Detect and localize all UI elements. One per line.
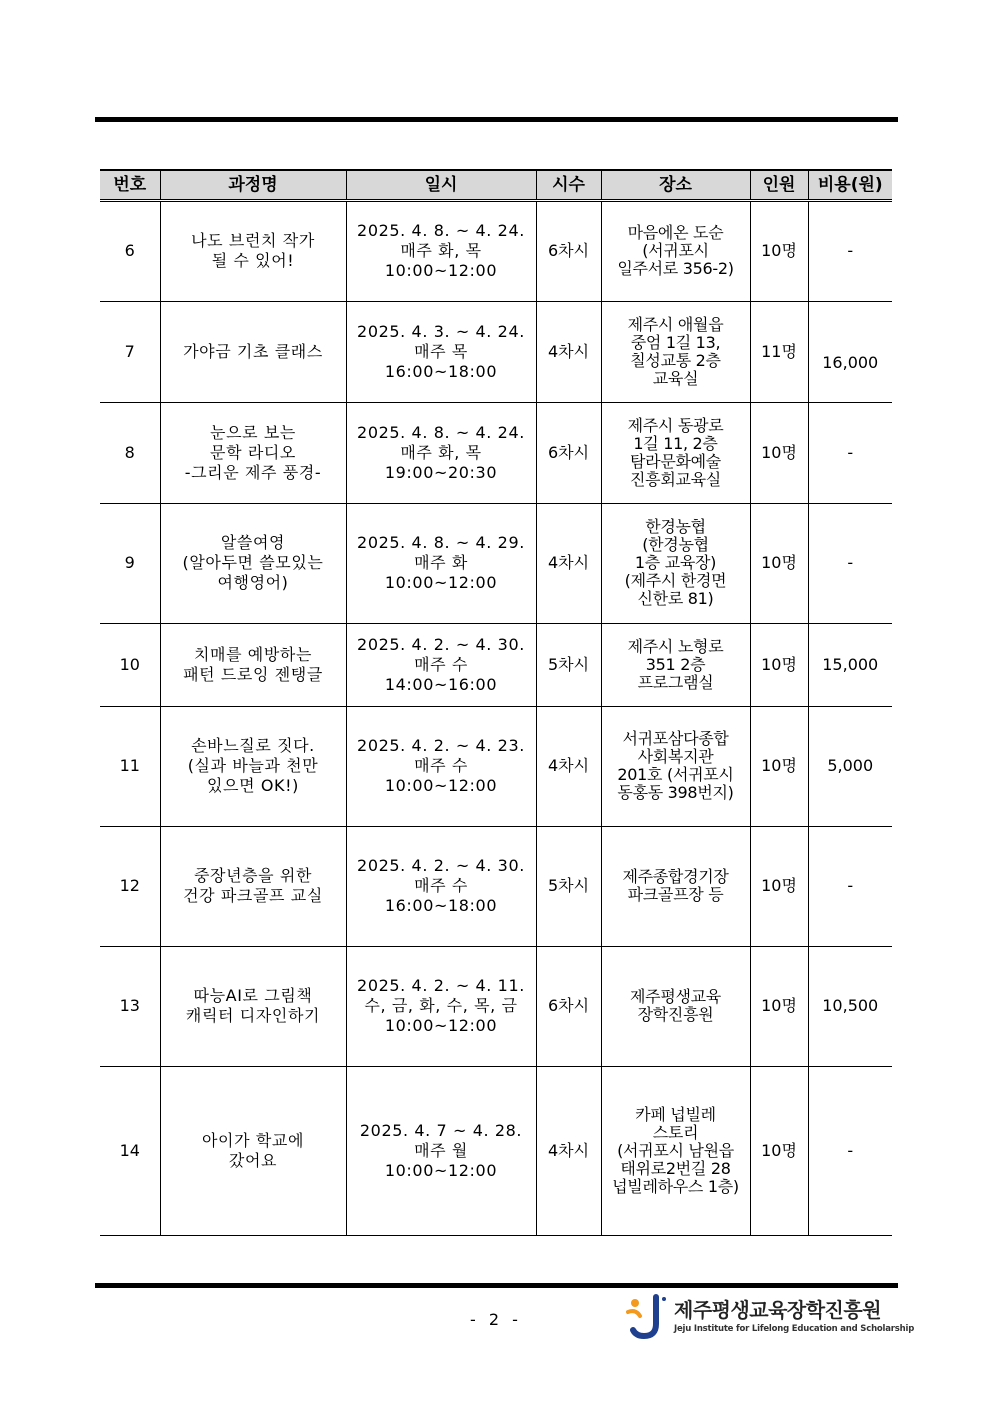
row-number: 7 [100, 301, 160, 402]
course-capacity: 10명 [750, 200, 808, 301]
course-cost: 16,000 [808, 301, 892, 402]
course-hours: 6차시 [536, 402, 601, 503]
course-place-line: 제주시 애월읍 [627, 314, 724, 334]
course-name [160, 946, 346, 1066]
course-place [601, 301, 750, 402]
course-schedule-line: 수, 금, 화, 수, 목, 금 [364, 996, 518, 1015]
course-place-line: 201호 (서귀포시 [617, 765, 734, 784]
table-row [100, 301, 892, 402]
course-cost: - [808, 402, 892, 503]
course-place-line: 동홍동 398번지) [617, 783, 734, 802]
institute-english-name: Jeju Institute for Lifelong Education and Scholarship [674, 1324, 915, 1334]
course-schedule-line: 16:00~18:00 [384, 896, 498, 915]
institute-logo [626, 1294, 915, 1340]
course-place-line: 일주서로 356-2) [617, 259, 734, 278]
course-schedule-line: 10:00~12:00 [384, 573, 498, 592]
course-place-line: 교육실 [652, 368, 699, 388]
course-name-line: 중장년층을 위한 [193, 866, 313, 885]
course-place-line: 파크골프장 등 [627, 885, 724, 904]
table-row [100, 706, 892, 826]
course-hours: 4차시 [536, 503, 601, 623]
course-place [601, 826, 750, 946]
course-schedule-line: 매주 월 [414, 1140, 468, 1160]
header-schedule: 일시 [346, 170, 536, 200]
course-place-line: 제주종합경기장 [622, 867, 729, 886]
course-place-line: 진흥회교육실 [630, 469, 721, 489]
course-schedule [346, 706, 536, 826]
course-cost: 15,000 [808, 623, 892, 706]
course-place-line: 탐라문화예술 [630, 451, 721, 471]
course-capacity: 10명 [750, 503, 808, 623]
course-schedule [346, 623, 536, 706]
course-schedule [346, 946, 536, 1066]
course-cost: - [808, 200, 892, 301]
course-name-line: 있으면 OK!) [207, 776, 299, 795]
course-place [601, 402, 750, 503]
course-place-line: 중엄 1길 13, [630, 332, 721, 352]
course-cost: 5,000 [808, 706, 892, 826]
course-name [160, 402, 346, 503]
course-place [601, 623, 750, 706]
table-row [100, 503, 892, 623]
course-name-line: 치매를 예방하는 [193, 644, 313, 664]
course-place [601, 503, 750, 623]
course-schedule-line: 10:00~12:00 [384, 1016, 498, 1035]
course-schedule-line: 10:00~12:00 [384, 776, 498, 795]
course-capacity: 10명 [750, 623, 808, 706]
course-hours: 6차시 [536, 200, 601, 301]
course-capacity: 11명 [750, 301, 808, 402]
course-cost: - [808, 503, 892, 623]
course-name-line: 가야금 기초 클래스 [183, 341, 323, 361]
course-name-line: -그리운 제주 풍경- [184, 462, 322, 482]
course-schedule-line: 매주 목 [414, 341, 468, 361]
course-schedule-line: 2025. 4. 2. ~ 4. 11. [357, 976, 525, 995]
course-name-line: 캐릭터 디자인하기 [185, 1006, 321, 1025]
course-name-line: 패턴 드로잉 젠탱글 [183, 664, 323, 684]
course-place-line: 태위로2번길 28 [620, 1158, 731, 1178]
course-hours: 5차시 [536, 826, 601, 946]
course-name-line: 손바느질로 짓다. [191, 736, 315, 755]
course-schedule [346, 1066, 536, 1235]
course-schedule-line: 10:00~12:00 [384, 1160, 498, 1180]
course-place-line: 프로그램실 [637, 672, 714, 692]
course-name-line: 여행영어) [217, 573, 289, 592]
course-table [100, 169, 892, 1236]
course-name [160, 1066, 346, 1235]
course-name-line: 아이가 학교에 [201, 1130, 305, 1150]
course-schedule-line: 16:00~18:00 [384, 361, 498, 381]
course-name-line: 알쓸여영 [220, 533, 286, 552]
row-number: 9 [100, 503, 160, 623]
institute-logo-mark [626, 1294, 666, 1340]
course-name-line: 갔어요 [228, 1150, 278, 1170]
course-place-line: 서귀포삼다종합 [622, 729, 729, 748]
course-capacity: 10명 [750, 1066, 808, 1235]
course-name-line: 문학 라디오 [210, 442, 296, 462]
course-schedule [346, 200, 536, 301]
course-schedule-line: 2025. 4. 2. ~ 4. 30. [357, 634, 525, 654]
table-row [100, 946, 892, 1066]
course-schedule-line: 매주 화, 목 [400, 442, 482, 462]
course-place-line: 넙빌레하우스 1층) [612, 1176, 739, 1196]
course-name-line: 될 수 있어! [211, 251, 295, 270]
table-header-row [100, 170, 892, 200]
course-schedule [346, 503, 536, 623]
institute-name: 제주평생교육장학진흥원 [674, 1298, 882, 1322]
course-name [160, 200, 346, 301]
row-number: 6 [100, 200, 160, 301]
header-number: 번호 [100, 170, 160, 200]
page-number: - 2 - [470, 1310, 522, 1329]
course-capacity: 10명 [750, 706, 808, 826]
course-schedule [346, 826, 536, 946]
course-hours: 6차시 [536, 946, 601, 1066]
course-capacity: 10명 [750, 826, 808, 946]
row-number: 8 [100, 402, 160, 503]
course-name [160, 826, 346, 946]
bottom-rule [95, 1283, 898, 1288]
course-place-line: 장학진흥원 [637, 1005, 714, 1024]
course-place-line: 카페 넙빌레 [635, 1104, 716, 1124]
course-place-line: 칠성교통 2층 [630, 350, 721, 370]
course-name-line: 나도 브런치 작가 [191, 231, 315, 250]
course-schedule-line: 2025. 4. 3. ~ 4. 24. [357, 321, 525, 341]
course-name-line: (실과 바늘과 천만 [187, 756, 319, 775]
course-name-line: 따능AI로 그림책 [193, 986, 313, 1005]
course-schedule [346, 301, 536, 402]
course-hours: 4차시 [536, 1066, 601, 1235]
course-place-line: 마음에온 도순 [627, 223, 724, 242]
top-rule [95, 117, 898, 122]
course-schedule [346, 402, 536, 503]
course-cost: 10,500 [808, 946, 892, 1066]
course-hours: 4차시 [536, 301, 601, 402]
course-schedule-line: 2025. 4. 8. ~ 4. 24. [357, 221, 525, 240]
course-place-line: 1길 11, 2층 [633, 433, 718, 453]
course-place [601, 1066, 750, 1235]
course-place [601, 200, 750, 301]
course-schedule-line: 매주 수 [414, 876, 468, 895]
course-schedule-line: 2025. 4. 8. ~ 4. 24. [357, 422, 525, 442]
row-number: 14 [100, 1066, 160, 1235]
table-row [100, 1066, 892, 1235]
course-place [601, 706, 750, 826]
course-schedule-line: 매주 화 [414, 553, 468, 572]
row-number: 11 [100, 706, 160, 826]
course-place-line: 사회복지관 [637, 747, 714, 766]
row-number: 13 [100, 946, 160, 1066]
course-place-line: 제주시 노형로 [627, 636, 724, 656]
course-capacity: 10명 [750, 946, 808, 1066]
row-number: 12 [100, 826, 160, 946]
course-hours: 5차시 [536, 623, 601, 706]
table-row [100, 200, 892, 301]
header-course-name: 과정명 [160, 170, 346, 200]
course-schedule-line: 2025. 4. 8. ~ 4. 29. [357, 533, 525, 552]
course-name [160, 706, 346, 826]
header-hours: 시수 [536, 170, 601, 200]
course-place-line: (서귀포시 [642, 241, 709, 260]
course-name [160, 301, 346, 402]
course-place-line: 1층 교육장) [634, 553, 717, 572]
course-schedule-line: 14:00~16:00 [384, 674, 498, 694]
course-schedule-line: 2025. 4. 7 ~ 4. 28. [359, 1120, 523, 1140]
course-place-line: (서귀포시 남원읍 [617, 1140, 734, 1160]
course-name [160, 623, 346, 706]
course-name-line: 눈으로 보는 [210, 422, 296, 442]
course-schedule-line: 19:00~20:30 [384, 462, 498, 482]
course-place-line: 제주시 동광로 [627, 415, 724, 435]
course-place-line: (제주시 한경면 [624, 571, 727, 590]
header-place: 장소 [601, 170, 750, 200]
course-schedule-line: 매주 수 [414, 654, 468, 674]
course-place-line: 신한로 81) [637, 589, 714, 608]
course-place-line: 제주평생교육 [630, 987, 721, 1006]
course-place-line: 351 2층 [645, 654, 706, 674]
course-name-line: (알아두면 쓸모있는 [182, 553, 324, 572]
header-capacity: 인원 [750, 170, 808, 200]
row-number: 10 [100, 623, 160, 706]
course-place-line: 스토리 [652, 1122, 699, 1142]
header-cost: 비용(원) [808, 170, 892, 200]
course-cost: - [808, 826, 892, 946]
course-schedule-line: 매주 화, 목 [400, 241, 482, 260]
table-row [100, 402, 892, 503]
course-name-line: 건강 파크골프 교실 [183, 886, 323, 905]
course-schedule-line: 2025. 4. 2. ~ 4. 30. [357, 856, 525, 875]
course-place-line: (한경농협 [642, 535, 709, 554]
course-schedule-line: 2025. 4. 2. ~ 4. 23. [357, 736, 525, 755]
course-place-line: 한경농협 [645, 517, 706, 536]
course-cost: - [808, 1066, 892, 1235]
course-capacity: 10명 [750, 402, 808, 503]
course-schedule-line: 매주 수 [414, 756, 468, 775]
course-name [160, 503, 346, 623]
course-hours: 4차시 [536, 706, 601, 826]
table-row [100, 623, 892, 706]
course-schedule-line: 10:00~12:00 [384, 261, 498, 280]
table-row [100, 826, 892, 946]
course-place [601, 946, 750, 1066]
